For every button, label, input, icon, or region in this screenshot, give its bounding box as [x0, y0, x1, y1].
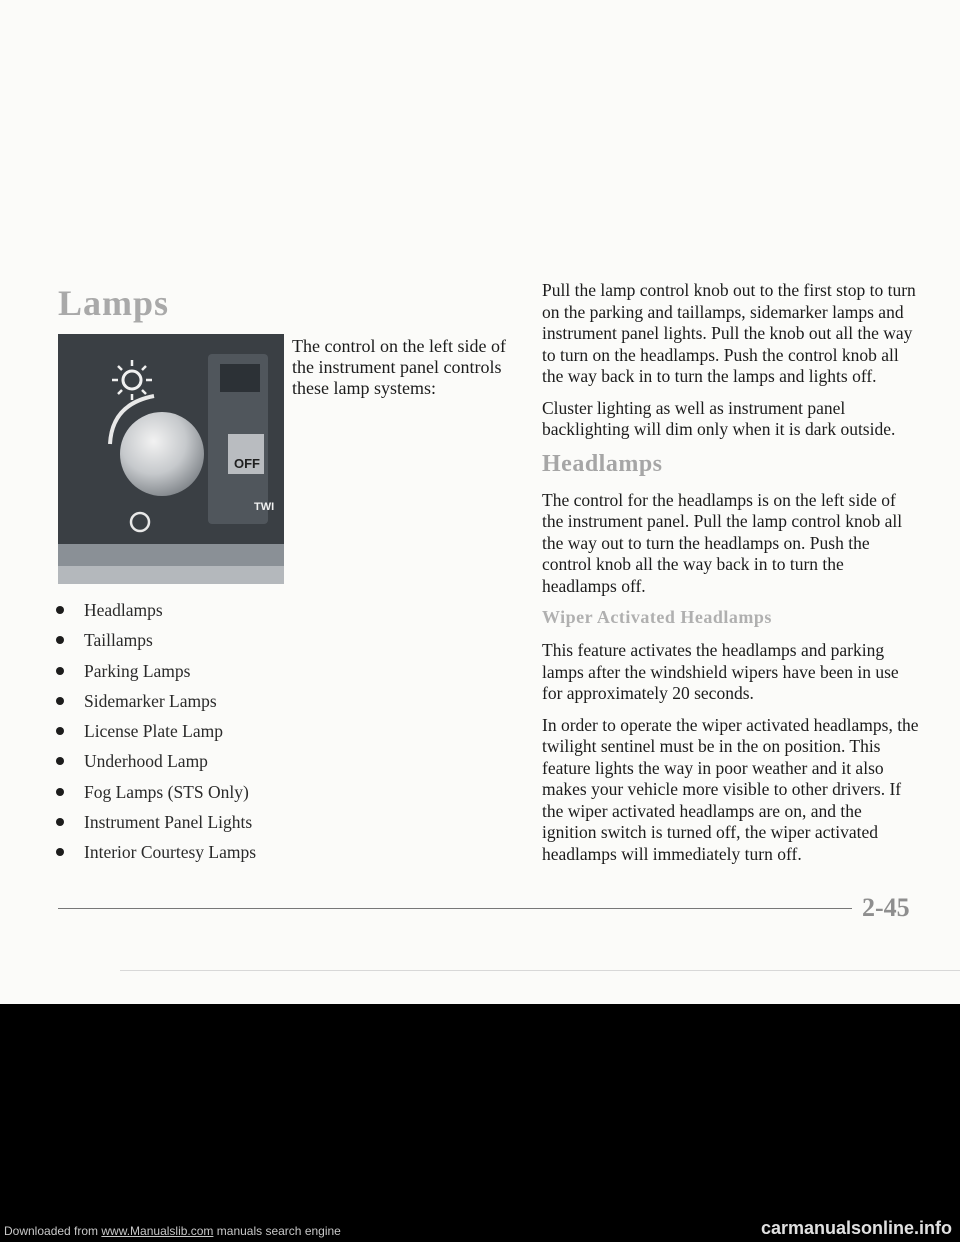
bullet-icon: [56, 727, 64, 735]
list-item: Taillamps: [52, 630, 372, 650]
bullet-icon: [56, 636, 64, 644]
faint-divider: [120, 970, 960, 971]
lamp-control-photo: [58, 334, 284, 584]
list-item: Interior Courtesy Lamps: [52, 842, 372, 862]
bottom-black-band: [0, 1004, 960, 1242]
footer-divider: [58, 908, 852, 909]
list-item: Parking Lamps: [52, 661, 372, 681]
section-heading-lamps: Lamps: [58, 283, 170, 323]
list-item: Underhood Lamp: [52, 751, 372, 771]
page-number: 2-45: [862, 893, 910, 922]
bullet-icon: [56, 757, 64, 765]
list-item: Sidemarker Lamps: [52, 691, 372, 711]
download-attribution: Downloaded from www.Manualslib.com manuals search engine: [4, 1224, 341, 1238]
off-label: OFF: [234, 456, 260, 471]
paragraph-wiper-operation: In order to operate the wiper activated headlamps, the twilight sentinel must be in the on position. This feature lights the way in poor weather and it also makes your vehicle more visible to other drivers. If the wiper activated headlamps are on, and the ignition switch is turned off, the wiper activated headlamps will immediately turn off.: [542, 714, 919, 864]
watermark: carmanualsonline.info: [760, 1218, 952, 1238]
lamp-control-knob: [120, 412, 204, 496]
bullet-icon: [56, 818, 64, 826]
bullet-icon: [56, 697, 64, 705]
paragraph-wiper-feature: This feature activates the headlamps and parking lamps after the windshield wipers have been in use for approximately 20 seconds.: [542, 640, 899, 703]
subheading-wiper-activated: Wiper Activated Headlamps: [542, 607, 772, 627]
bullet-icon: [56, 848, 64, 856]
list-item: Instrument Panel Lights: [52, 812, 372, 832]
bullet-icon: [56, 667, 64, 675]
lamp-systems-list: [52, 600, 372, 873]
list-item: Fog Lamps (STS Only): [52, 782, 372, 802]
twi-label: TWI: [254, 501, 275, 513]
paragraph-headlamp-control: The control for the headlamps is on the left side of the instrument panel. Pull the lamp control knob all the way out to turn the headlamps on. Push the control knob all the way back in to turn the headlamps off.: [542, 489, 903, 596]
manualslib-link[interactable]: www.Manualslib.com: [101, 1224, 214, 1238]
subheading-headlamps: Headlamps: [542, 450, 663, 477]
paragraph-cluster-lighting: Cluster lighting as well as instrument panel backlighting will dim only when it is dark outside.: [542, 397, 896, 439]
intro-text: The control on the left side of the instrument panel controls these lamp systems:: [292, 336, 506, 398]
right-column: [542, 280, 920, 875]
list-item: Headlamps: [52, 600, 372, 620]
paragraph-knob-operation: Pull the lamp control knob out to the first stop to turn on the parking and taillamps, sidemarker lamps and instrument panel lights. Pull the knob out all the way to turn on the headlamps. Push the control knob all the way back in to turn the lamps and lights off.: [542, 280, 916, 386]
bullet-icon: [56, 606, 64, 614]
list-item: License Plate Lamp: [52, 721, 372, 741]
bullet-icon: [56, 788, 64, 796]
